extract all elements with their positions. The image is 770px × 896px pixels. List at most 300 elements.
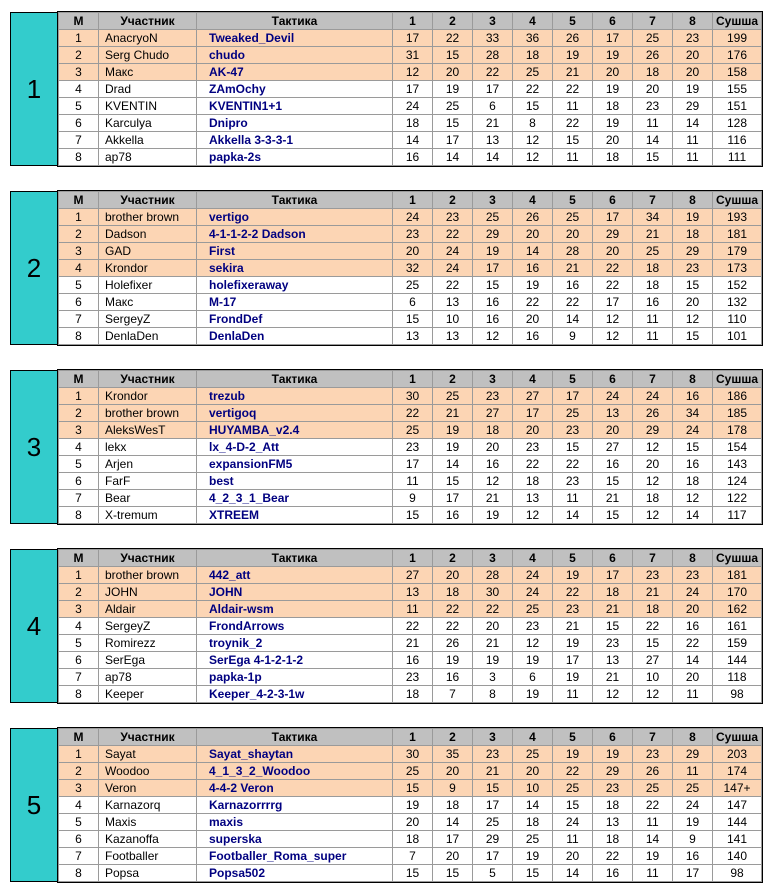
tactic-cell: vertigoq	[197, 405, 393, 422]
score-cell: 17	[473, 81, 513, 98]
score-cell: 19	[433, 439, 473, 456]
header-row	[59, 13, 762, 30]
score-cell: 24	[393, 98, 433, 115]
participant-cell: DenlaDen	[99, 328, 197, 345]
score-cell: 21	[433, 405, 473, 422]
group-table	[58, 191, 762, 345]
total-cell: 185	[713, 405, 762, 422]
score-cell: 12	[473, 328, 513, 345]
place-cell: 3	[59, 422, 99, 439]
score-cell: 17	[473, 797, 513, 814]
column-header: 6	[593, 729, 633, 746]
score-cell: 25	[633, 780, 673, 797]
score-cell: 28	[553, 243, 593, 260]
table-row	[59, 294, 762, 311]
tactic-cell: FrondArrows	[197, 618, 393, 635]
place-cell: 7	[59, 132, 99, 149]
table-row	[59, 669, 762, 686]
tactic-cell: trezub	[197, 388, 393, 405]
total-cell: 141	[713, 831, 762, 848]
column-header: Тактика	[197, 371, 393, 388]
score-cell: 18	[593, 98, 633, 115]
group-number: 1	[10, 12, 58, 166]
participant-cell: Drad	[99, 81, 197, 98]
total-cell: 155	[713, 81, 762, 98]
score-cell: 25	[513, 746, 553, 763]
tactic-cell: vertigo	[197, 209, 393, 226]
column-header: 2	[433, 192, 473, 209]
score-cell: 16	[673, 456, 713, 473]
score-cell: 11	[673, 763, 713, 780]
table-row	[59, 584, 762, 601]
total-cell: 132	[713, 294, 762, 311]
score-cell: 34	[633, 209, 673, 226]
score-cell: 14	[553, 311, 593, 328]
score-cell: 6	[513, 669, 553, 686]
column-header: 2	[433, 371, 473, 388]
participant-cell: ap78	[99, 669, 197, 686]
column-header: 4	[513, 729, 553, 746]
score-cell: 19	[593, 115, 633, 132]
score-cell: 14	[553, 507, 593, 524]
table-row	[59, 652, 762, 669]
score-cell: 20	[553, 848, 593, 865]
score-cell: 22	[393, 618, 433, 635]
table-row	[59, 814, 762, 831]
score-cell: 12	[513, 507, 553, 524]
participant-cell: Dadson	[99, 226, 197, 243]
tactic-cell: chudo	[197, 47, 393, 64]
score-cell: 19	[513, 652, 553, 669]
column-header: М	[59, 192, 99, 209]
score-cell: 27	[393, 567, 433, 584]
score-cell: 6	[393, 294, 433, 311]
score-cell: 14	[433, 814, 473, 831]
place-cell: 6	[59, 294, 99, 311]
score-cell: 18	[393, 831, 433, 848]
score-cell: 29	[593, 226, 633, 243]
score-cell: 14	[433, 456, 473, 473]
score-cell: 33	[473, 30, 513, 47]
score-cell: 23	[473, 746, 513, 763]
score-cell: 12	[593, 311, 633, 328]
score-cell: 21	[473, 490, 513, 507]
score-cell: 24	[433, 260, 473, 277]
column-header: 6	[593, 550, 633, 567]
score-cell: 27	[473, 405, 513, 422]
score-cell: 9	[673, 831, 713, 848]
total-cell: 147	[713, 797, 762, 814]
participant-cell: Aldair	[99, 601, 197, 618]
score-cell: 11	[633, 311, 673, 328]
column-header: 3	[473, 729, 513, 746]
score-cell: 3	[473, 669, 513, 686]
score-cell: 19	[433, 652, 473, 669]
score-cell: 21	[553, 64, 593, 81]
score-cell: 22	[513, 81, 553, 98]
score-cell: 15	[513, 98, 553, 115]
score-cell: 21	[593, 669, 633, 686]
column-header: 3	[473, 13, 513, 30]
participant-cell: FarF	[99, 473, 197, 490]
score-cell: 21	[553, 618, 593, 635]
table-row	[59, 98, 762, 115]
participant-cell: SerEga	[99, 652, 197, 669]
place-cell: 1	[59, 567, 99, 584]
score-cell: 9	[393, 490, 433, 507]
score-cell: 20	[553, 226, 593, 243]
score-cell: 16	[393, 149, 433, 166]
table-row	[59, 243, 762, 260]
place-cell: 1	[59, 30, 99, 47]
score-cell: 19	[513, 848, 553, 865]
score-cell: 25	[393, 763, 433, 780]
tactic-cell: Karnazorrrrg	[197, 797, 393, 814]
score-cell: 24	[553, 814, 593, 831]
score-cell: 19	[393, 797, 433, 814]
score-cell: 19	[673, 209, 713, 226]
score-cell: 24	[673, 422, 713, 439]
column-header: 2	[433, 729, 473, 746]
score-cell: 21	[553, 260, 593, 277]
score-cell: 11	[633, 865, 673, 882]
score-cell: 12	[633, 439, 673, 456]
tactic-cell: First	[197, 243, 393, 260]
score-cell: 10	[433, 311, 473, 328]
score-cell: 16	[513, 260, 553, 277]
score-cell: 18	[513, 814, 553, 831]
score-cell: 19	[433, 81, 473, 98]
score-cell: 15	[433, 473, 473, 490]
score-cell: 23	[513, 439, 553, 456]
score-cell: 15	[433, 865, 473, 882]
score-cell: 21	[593, 490, 633, 507]
score-cell: 5	[473, 865, 513, 882]
total-cell: 186	[713, 388, 762, 405]
score-cell: 16	[633, 294, 673, 311]
score-cell: 11	[553, 149, 593, 166]
participant-cell: brother brown	[99, 209, 197, 226]
participant-cell: Holefixer	[99, 277, 197, 294]
table-row	[59, 635, 762, 652]
score-cell: 14	[673, 115, 713, 132]
total-cell: 173	[713, 260, 762, 277]
column-header: 3	[473, 550, 513, 567]
score-cell: 23	[553, 422, 593, 439]
place-cell: 8	[59, 507, 99, 524]
total-cell: 170	[713, 584, 762, 601]
score-cell: 11	[553, 98, 593, 115]
group-number: 2	[10, 191, 58, 345]
table-row	[59, 47, 762, 64]
header-row	[59, 192, 762, 209]
tactic-cell: maxis	[197, 814, 393, 831]
score-cell: 27	[593, 439, 633, 456]
table-row	[59, 797, 762, 814]
score-cell: 29	[673, 746, 713, 763]
tactic-cell: Aldair-wsm	[197, 601, 393, 618]
score-cell: 20	[593, 132, 633, 149]
score-cell: 8	[513, 115, 553, 132]
place-cell: 7	[59, 490, 99, 507]
score-cell: 15	[553, 439, 593, 456]
column-header: 8	[673, 550, 713, 567]
score-cell: 18	[473, 422, 513, 439]
tactic-cell: Keeper_4-2-3-1w	[197, 686, 393, 703]
total-cell: 98	[713, 865, 762, 882]
table-row	[59, 780, 762, 797]
score-cell: 25	[393, 277, 433, 294]
score-cell: 11	[673, 132, 713, 149]
column-header: 1	[393, 550, 433, 567]
score-cell: 11	[553, 490, 593, 507]
table-row	[59, 865, 762, 882]
score-cell: 28	[473, 567, 513, 584]
place-cell: 7	[59, 848, 99, 865]
score-cell: 14	[633, 132, 673, 149]
score-cell: 19	[673, 81, 713, 98]
score-cell: 18	[433, 797, 473, 814]
score-cell: 24	[513, 567, 553, 584]
score-cell: 15	[393, 507, 433, 524]
group-number: 4	[10, 549, 58, 703]
score-cell: 27	[633, 652, 673, 669]
score-cell: 12	[633, 507, 673, 524]
tactic-cell: XTREEM	[197, 507, 393, 524]
score-cell: 19	[553, 669, 593, 686]
tactic-cell: expansionFM5	[197, 456, 393, 473]
score-cell: 22	[593, 260, 633, 277]
table-row	[59, 567, 762, 584]
tactic-cell: Akkella 3-3-3-1	[197, 132, 393, 149]
total-cell: 174	[713, 763, 762, 780]
total-cell: 154	[713, 439, 762, 456]
participant-cell: Maxis	[99, 814, 197, 831]
score-cell: 25	[473, 814, 513, 831]
group-table	[58, 728, 762, 882]
participant-cell: Krondor	[99, 388, 197, 405]
score-cell: 12	[593, 686, 633, 703]
place-cell: 2	[59, 405, 99, 422]
score-cell: 14	[513, 797, 553, 814]
score-cell: 11	[633, 814, 673, 831]
total-cell: 147+	[713, 780, 762, 797]
participant-cell: X-tremum	[99, 507, 197, 524]
column-header: Участник	[99, 729, 197, 746]
place-cell: 6	[59, 115, 99, 132]
score-cell: 15	[633, 149, 673, 166]
score-cell: 24	[673, 584, 713, 601]
score-cell: 12	[673, 490, 713, 507]
table-row	[59, 422, 762, 439]
score-cell: 22	[673, 635, 713, 652]
column-header: 7	[633, 192, 673, 209]
participant-cell: Kazanoffa	[99, 831, 197, 848]
score-cell: 34	[673, 405, 713, 422]
score-cell: 22	[553, 584, 593, 601]
score-cell: 23	[593, 780, 633, 797]
score-cell: 15	[593, 618, 633, 635]
participant-cell: Arjen	[99, 456, 197, 473]
column-header: 6	[593, 13, 633, 30]
tactic-cell: holefixeraway	[197, 277, 393, 294]
score-cell: 13	[393, 584, 433, 601]
score-cell: 22	[593, 848, 633, 865]
total-cell: 116	[713, 132, 762, 149]
score-cell: 23	[633, 746, 673, 763]
score-cell: 26	[633, 763, 673, 780]
score-cell: 21	[633, 584, 673, 601]
score-cell: 20	[593, 64, 633, 81]
score-cell: 32	[393, 260, 433, 277]
score-cell: 26	[633, 47, 673, 64]
total-cell: 101	[713, 328, 762, 345]
table-row	[59, 209, 762, 226]
place-cell: 5	[59, 814, 99, 831]
score-cell: 13	[393, 328, 433, 345]
total-cell: 140	[713, 848, 762, 865]
score-cell: 18	[433, 584, 473, 601]
score-cell: 18	[673, 226, 713, 243]
score-cell: 19	[593, 746, 633, 763]
score-cell: 17	[433, 831, 473, 848]
column-header: 7	[633, 371, 673, 388]
total-cell: 122	[713, 490, 762, 507]
score-cell: 22	[553, 763, 593, 780]
score-cell: 21	[473, 635, 513, 652]
group-number: 3	[10, 370, 58, 524]
score-cell: 19	[513, 277, 553, 294]
table-row	[59, 64, 762, 81]
table-row	[59, 473, 762, 490]
score-cell: 22	[553, 115, 593, 132]
column-header: 4	[513, 192, 553, 209]
score-cell: 12	[633, 473, 673, 490]
participant-cell: SergeyZ	[99, 311, 197, 328]
table-row	[59, 311, 762, 328]
score-cell: 14	[473, 149, 513, 166]
participant-cell: AleksWesT	[99, 422, 197, 439]
score-cell: 22	[633, 797, 673, 814]
score-cell: 17	[553, 652, 593, 669]
score-cell: 20	[513, 763, 553, 780]
total-cell: 110	[713, 311, 762, 328]
score-cell: 18	[593, 797, 633, 814]
participant-cell: Woodoo	[99, 763, 197, 780]
column-header: 5	[553, 192, 593, 209]
score-cell: 16	[593, 865, 633, 882]
score-cell: 28	[473, 47, 513, 64]
score-cell: 18	[633, 490, 673, 507]
score-cell: 13	[473, 132, 513, 149]
score-cell: 16	[673, 848, 713, 865]
column-header: 5	[553, 13, 593, 30]
score-cell: 11	[393, 473, 433, 490]
score-cell: 11	[553, 686, 593, 703]
participant-cell: AnacryoN	[99, 30, 197, 47]
column-header: 1	[393, 729, 433, 746]
table-row	[59, 763, 762, 780]
score-cell: 20	[673, 601, 713, 618]
column-header: 8	[673, 729, 713, 746]
score-cell: 25	[393, 422, 433, 439]
tactic-cell: Sayat_shaytan	[197, 746, 393, 763]
column-header: Сушша	[713, 371, 762, 388]
score-cell: 20	[673, 64, 713, 81]
score-cell: 19	[433, 422, 473, 439]
score-cell: 25	[433, 388, 473, 405]
total-cell: 162	[713, 601, 762, 618]
score-cell: 24	[433, 243, 473, 260]
total-cell: 151	[713, 98, 762, 115]
score-cell: 13	[433, 294, 473, 311]
column-header: Сушша	[713, 550, 762, 567]
column-header: 7	[633, 13, 673, 30]
score-cell: 26	[433, 635, 473, 652]
place-cell: 4	[59, 439, 99, 456]
participant-cell: ap78	[99, 149, 197, 166]
score-cell: 10	[513, 780, 553, 797]
header-row	[59, 550, 762, 567]
score-cell: 25	[513, 831, 553, 848]
score-cell: 12	[393, 64, 433, 81]
group-table	[58, 549, 762, 703]
score-cell: 12	[633, 686, 673, 703]
score-cell: 30	[473, 584, 513, 601]
score-cell: 25	[513, 64, 553, 81]
tactic-cell: JOHN	[197, 584, 393, 601]
score-cell: 17	[433, 132, 473, 149]
score-cell: 20	[433, 567, 473, 584]
column-header: 6	[593, 371, 633, 388]
place-cell: 2	[59, 226, 99, 243]
score-cell: 9	[433, 780, 473, 797]
total-cell: 193	[713, 209, 762, 226]
header-row	[59, 371, 762, 388]
column-header: 6	[593, 192, 633, 209]
score-cell: 9	[553, 328, 593, 345]
score-cell: 36	[513, 30, 553, 47]
total-cell: 176	[713, 47, 762, 64]
score-cell: 14	[673, 507, 713, 524]
score-cell: 25	[473, 209, 513, 226]
participant-cell: Bear	[99, 490, 197, 507]
score-cell: 15	[433, 115, 473, 132]
score-cell: 15	[673, 439, 713, 456]
place-cell: 7	[59, 311, 99, 328]
place-cell: 6	[59, 652, 99, 669]
score-cell: 23	[513, 618, 553, 635]
table-row	[59, 260, 762, 277]
place-cell: 3	[59, 780, 99, 797]
score-cell: 22	[513, 456, 553, 473]
score-cell: 10	[633, 669, 673, 686]
score-cell: 11	[553, 831, 593, 848]
score-cell: 11	[633, 115, 673, 132]
participant-cell: JOHN	[99, 584, 197, 601]
score-cell: 16	[513, 328, 553, 345]
table-row	[59, 490, 762, 507]
place-cell: 3	[59, 64, 99, 81]
score-cell: 20	[673, 294, 713, 311]
score-cell: 15	[593, 507, 633, 524]
table-row	[59, 686, 762, 703]
score-cell: 15	[393, 865, 433, 882]
column-header: 3	[473, 192, 513, 209]
place-cell: 5	[59, 277, 99, 294]
score-cell: 18	[393, 686, 433, 703]
score-cell: 11	[673, 686, 713, 703]
